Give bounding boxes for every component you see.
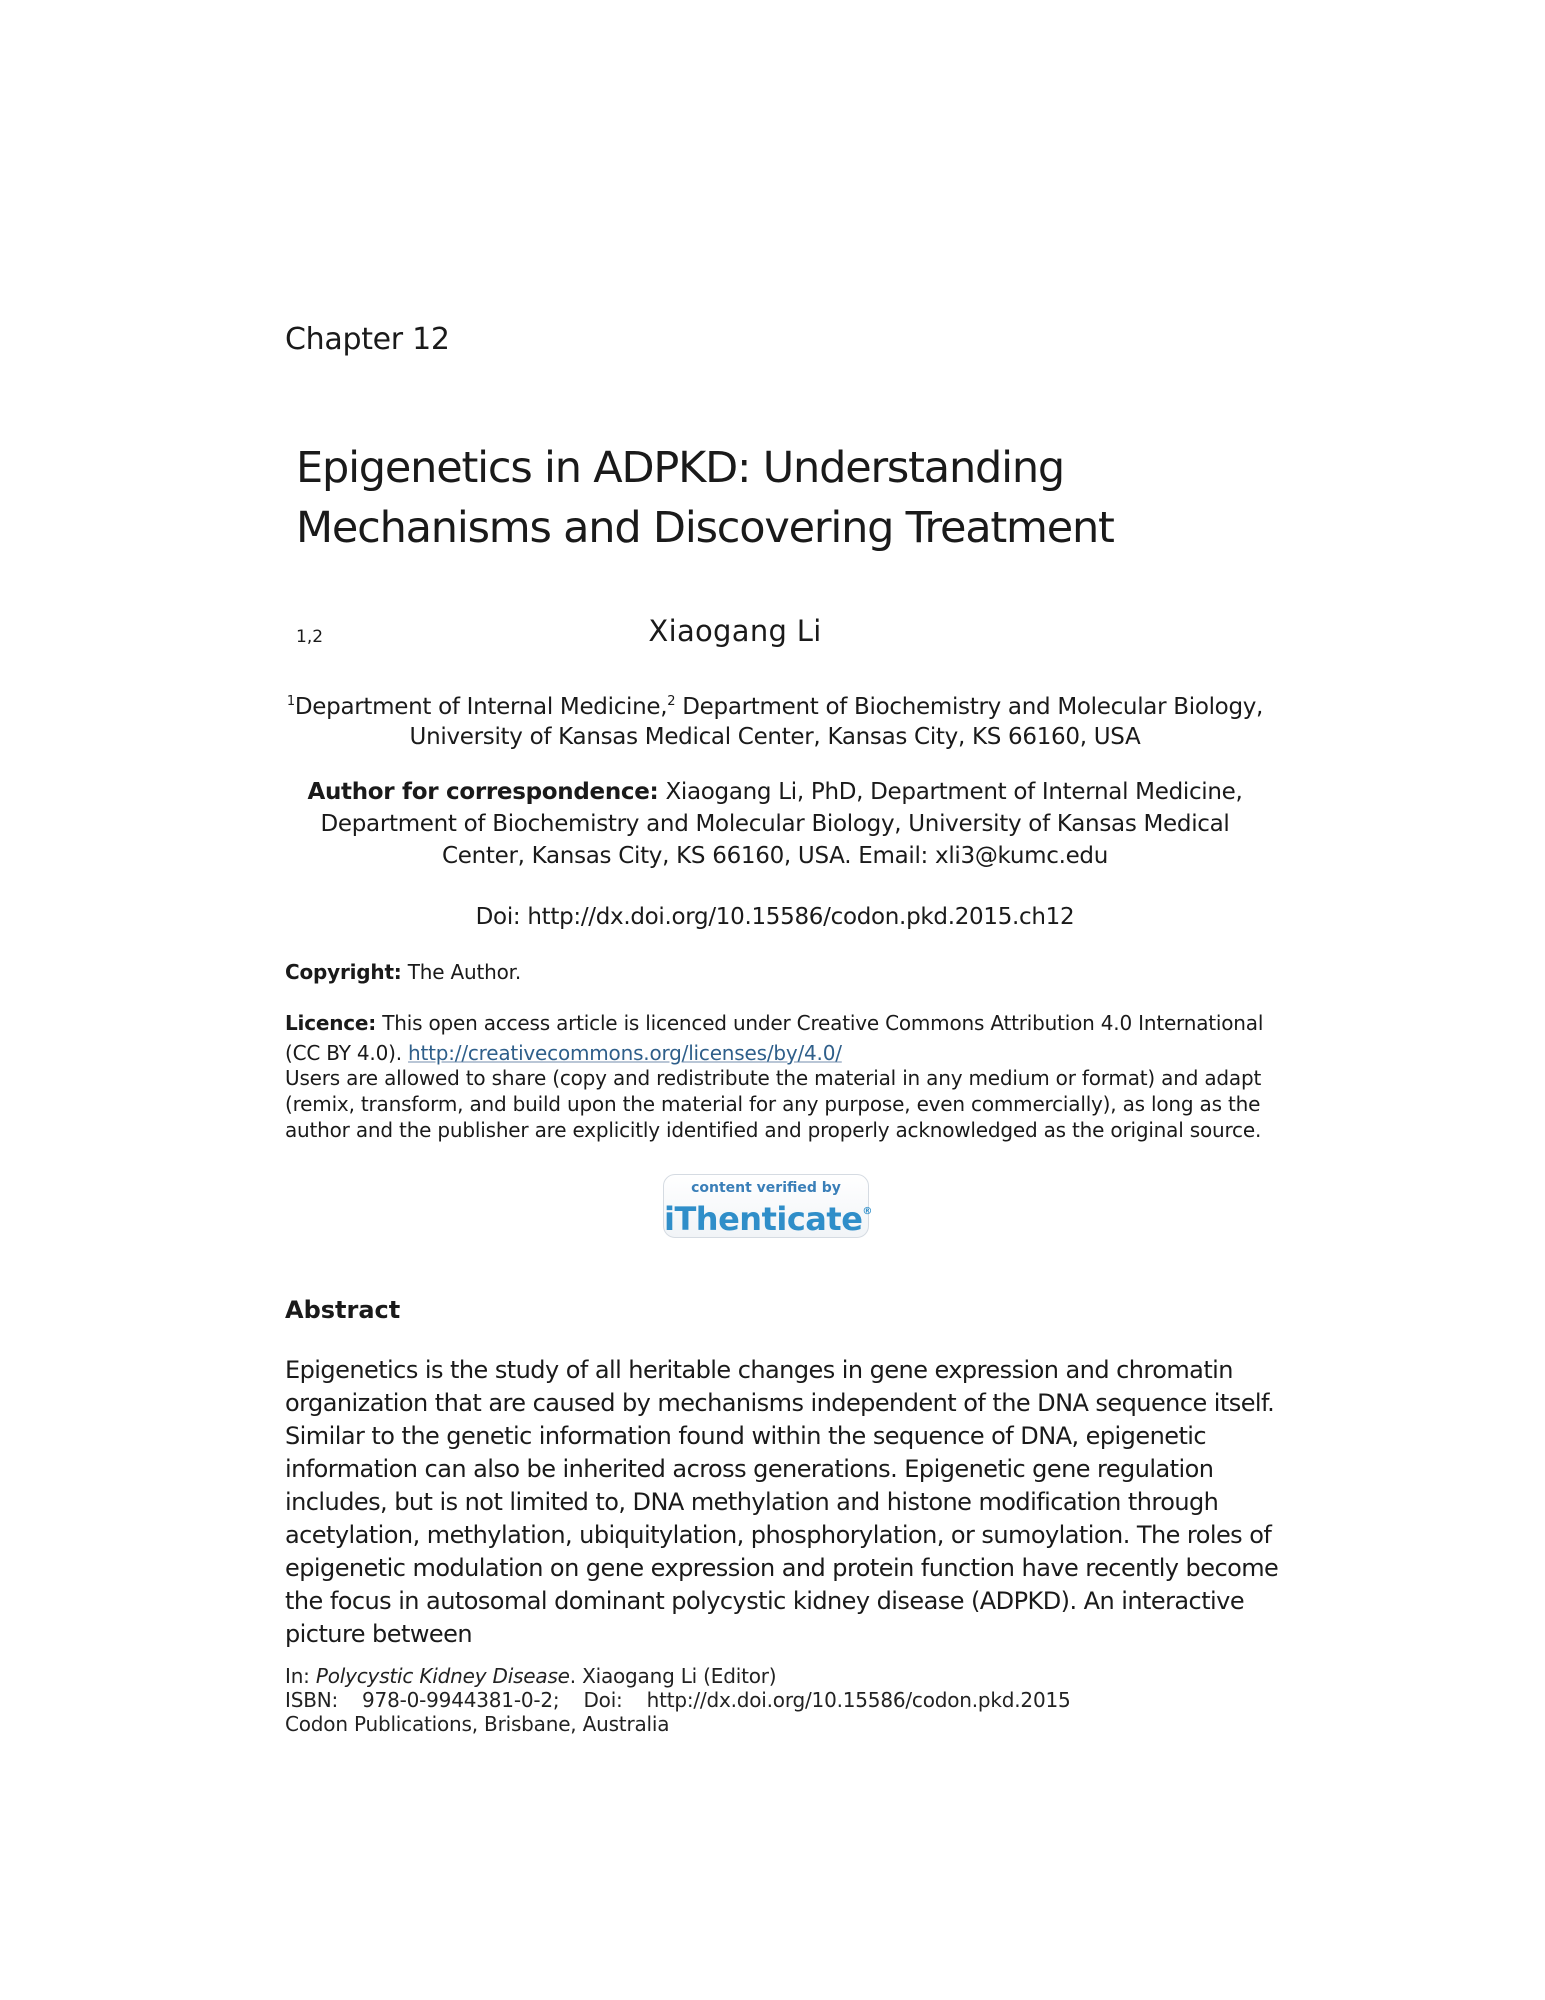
usage-terms: Users are allowed to share (copy and redistribute the material in any medium or format) and adapt (remix, transform, and build upon the material for any purpose, even commercially), as long as the author and the publisher are explicitly identified and properly acknowledged as the original source. bbox=[285, 1066, 1262, 1142]
copyright bbox=[285, 960, 521, 984]
footer-book-title: Polycystic Kidney Disease bbox=[315, 1664, 570, 1688]
author-name: Xiaogang Li bbox=[648, 614, 822, 648]
chapter-label: Chapter 12 bbox=[285, 322, 450, 357]
ithenticate-logo bbox=[664, 1196, 872, 1238]
book-footer bbox=[285, 1664, 1071, 1736]
badge-registered-mark: ® bbox=[862, 1206, 872, 1217]
badge-brand: iThenticate bbox=[664, 1200, 863, 1238]
footer-editor: . Xiaogang Li (Editor) bbox=[569, 1664, 777, 1688]
licence bbox=[285, 1008, 1285, 1068]
affiliation-sup-1: 1 bbox=[286, 694, 295, 709]
footer-line-2 bbox=[285, 1688, 1071, 1712]
ithenticate-badge bbox=[663, 1174, 872, 1238]
affiliation-dept-2: Department of Biochemistry and Molecular Biology, bbox=[675, 694, 1264, 720]
licence-link[interactable]: http://creativecommons.org/licenses/by/4.0/ bbox=[408, 1041, 842, 1065]
badge-caption: content verified by bbox=[691, 1180, 841, 1196]
correspondence-text: Xiaogang Li, PhD, Department of Internal Medicine, Department of Biochemistry and Molecular Biology, University of Kansas Medical Center, Kansas City, KS 66160, USA. Email: xli3@kumc.edu bbox=[320, 779, 1243, 869]
abstract-heading: Abstract bbox=[285, 1296, 401, 1324]
licence-text: This open access article is licenced under Creative Commons Attribution 4.0 International (CC BY 4.0). bbox=[285, 1011, 1264, 1065]
chapter-title: Epigenetics in ADPKD: Understanding Mechanisms and Discovering Treatment bbox=[296, 443, 1114, 553]
footer-in-label: In: bbox=[285, 1664, 316, 1688]
affiliation-line-2: University of Kansas Medical Center, Kansas City, KS 66160, USA bbox=[409, 724, 1141, 750]
correspondence bbox=[285, 776, 1265, 872]
abstract-body: Epigenetics is the study of all heritable changes in gene expression and chromatin organization that are caused by mechanisms independent of the DNA sequence itself. Similar to the genetic information found within the sequence of DNA, epigenetic information can also be inherited across generations. Epigenetic gene regulation includes, but is not limited to, DNA methylation and histone modification through acetylation, methylation, ubiquitylation, phosphorylation, or sumoylation. The roles of epigenetic modulation on gene expression and protein function have recently become the focus in autosomal dominant polycystic kidney disease (ADPKD). An interactive picture between bbox=[285, 1356, 1279, 1648]
affiliation bbox=[285, 692, 1265, 752]
footer-isbn-label: ISBN: bbox=[285, 1688, 339, 1712]
licence-label: Licence: bbox=[285, 1011, 377, 1035]
author-superscript: 1,2 bbox=[296, 627, 324, 647]
correspondence-label: Author for correspondence: bbox=[307, 779, 659, 805]
copyright-label: Copyright: bbox=[285, 960, 402, 984]
affiliation-sup-2: 2 bbox=[667, 694, 676, 709]
footer-publisher: Codon Publications, Brisbane, Australia bbox=[285, 1712, 670, 1736]
copyright-text: The Author. bbox=[401, 960, 521, 984]
affiliation-dept-1: Department of Internal Medicine, bbox=[294, 694, 668, 720]
footer-doi: http://dx.doi.org/10.15586/codon.pkd.2015 bbox=[646, 1688, 1071, 1712]
footer-line-1 bbox=[285, 1664, 1071, 1688]
footer-isbn: 978-0-9944381-0-2; bbox=[362, 1688, 560, 1712]
chapter-doi: Doi: http://dx.doi.org/10.15586/codon.pkd.2015.ch12 bbox=[475, 904, 1075, 930]
footer-doi-label: Doi: bbox=[583, 1688, 623, 1712]
affiliation-line-1 bbox=[285, 692, 1265, 722]
